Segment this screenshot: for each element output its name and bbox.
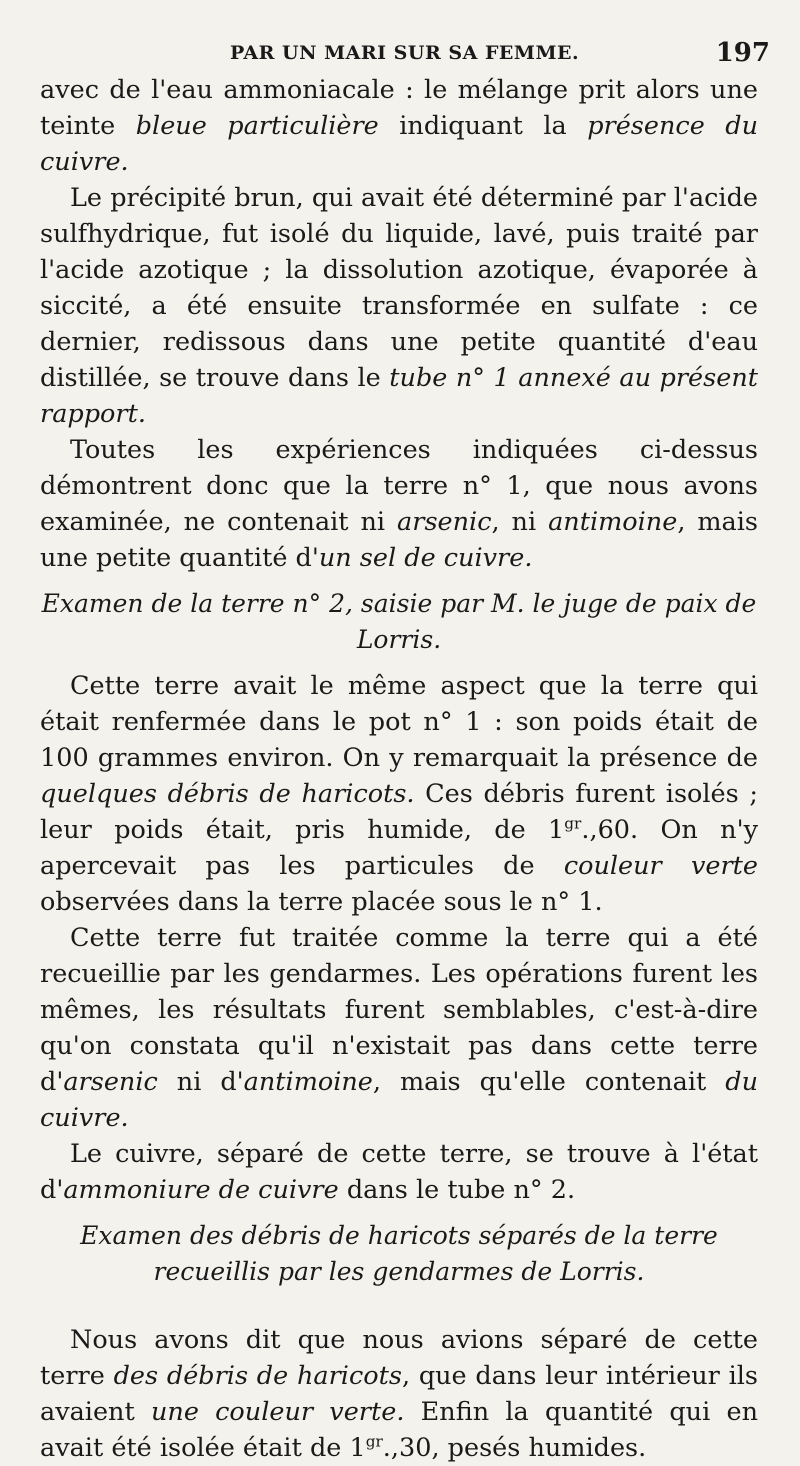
superscript-unit: gr <box>564 814 582 833</box>
paragraph-2 <box>40 180 758 432</box>
text-run: Nous avons dit que nous avions séparé de cette terre <box>40 1325 758 1391</box>
italic-run: antimoine <box>548 507 678 537</box>
paragraph-1 <box>40 72 758 180</box>
italic-run: antimoine <box>243 1067 373 1097</box>
italic-run: du cuivre. <box>40 1067 759 1133</box>
italic-run: couleur verte <box>563 851 758 881</box>
text-run: Cette terre avait le même aspect que la terre qui était renfermée dans le pot n° 1 : son poids était de 100 grammes environ. On y remarquait la présence de <box>40 671 758 773</box>
text-run: dans le tube n° 2. <box>338 1175 576 1205</box>
text-run: avec de l'eau ammoniacale : le mélange prit alors une teinte <box>40 75 758 141</box>
text-run: , mais qu'elle contenait <box>372 1067 726 1097</box>
italic-run: tube n° 1 annexé au présent rapport. <box>40 363 758 429</box>
italic-run: un sel de cuivre. <box>318 543 533 573</box>
italic-run: quelques débris de haricots. <box>40 779 415 809</box>
italic-run: ammoniure de cuivre <box>63 1175 339 1205</box>
text-run: Le cuivre, séparé de cette terre, se trouve à l'état d' <box>40 1139 758 1205</box>
paragraph-3 <box>40 432 758 576</box>
body-text <box>40 72 758 1466</box>
page-number: 197 <box>715 38 770 68</box>
italic-run: arsenic <box>63 1067 158 1097</box>
spacer <box>40 1300 758 1322</box>
paragraph-5 <box>40 920 758 1136</box>
text-run: Le précipité brun, qui avait été déterminé par l'acide sulfhydrique, fut isolé du liquide, lavé, puis traité par l'acide azotique ; la dissolution azotique, évaporée à siccité, a été ensuite transformée en sulfate : ce dernier, redissous dans une petite quantité d'eau distillée, se trouve dans le <box>40 183 758 393</box>
text-run: Cette terre fut traitée comme la terre qui a été recueillie par les gendarmes. Les opérations furent les mêmes, les résultats furent semblables, c'est-à-dire qu'on constata qu'il n'existait pas dans cette terre d' <box>40 923 758 1097</box>
paragraph-7 <box>40 1322 758 1466</box>
superscript-unit: gr <box>365 1432 383 1451</box>
text-run: , que dans leur intérieur ils avaient <box>40 1361 759 1427</box>
text-run: .,60. On n'y apercevait pas les particules de <box>40 815 758 881</box>
italic-run: arsenic <box>397 507 492 537</box>
section-heading-terre-2: Examen de la terre n° 2, saisie par M. le juge de paix de Lorris. <box>41 589 757 654</box>
text-run: ni d' <box>157 1067 244 1097</box>
italic-run: présence du cuivre. <box>40 111 758 177</box>
text-run: indiquant la <box>378 111 588 141</box>
text-run: Toutes les expériences indiquées ci-dessus démontrent donc que la terre n° 1, que nous avons examinée, ne contenait ni <box>40 435 758 537</box>
italic-run: des débris de haricots <box>113 1361 402 1391</box>
text-run: , ni <box>491 507 549 537</box>
paragraph-6 <box>40 1136 758 1208</box>
text-run: , mais une petite quantité d' <box>40 507 758 573</box>
text-run: .,30, pesés humides. <box>382 1433 647 1463</box>
section-heading-haricots: Examen des débris de haricots séparés de la terre recueillis par les gendarmes de Lorris. <box>80 1221 718 1286</box>
text-run: Enfin la quantité qui en avait été isolée était de 1 <box>40 1397 758 1463</box>
italic-run: bleue particulière <box>135 111 379 141</box>
text-run: observées dans la terre placée sous le n° 1. <box>40 887 603 917</box>
running-head: PAR UN MARI SUR SA FEMME. <box>230 42 580 64</box>
paragraph-4 <box>40 668 758 920</box>
italic-run: une couleur verte. <box>150 1397 405 1427</box>
page-header <box>40 38 770 72</box>
text-run: Ces débris furent isolés ; leur poids était, pris humide, de 1 <box>40 779 758 845</box>
